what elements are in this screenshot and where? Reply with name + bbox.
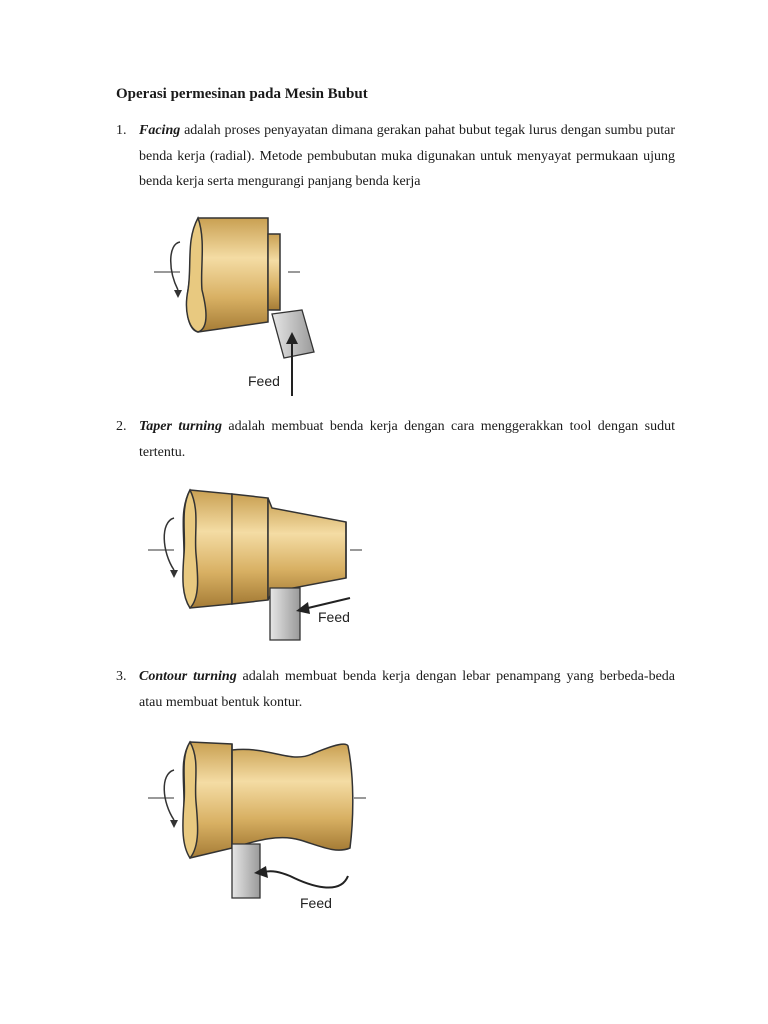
contour-turning-figure	[140, 736, 370, 916]
list-number: 1.	[116, 123, 127, 138]
list-number: 2.	[116, 419, 127, 434]
term-contour-turning: Contour turning	[139, 669, 237, 684]
list-item-body	[139, 414, 675, 465]
item-description: adalah membuat benda kerja dengan lebar penampang yang berbeda-beda atau membuat bentuk kontur.	[139, 669, 675, 710]
feed-label: Feed	[300, 895, 332, 911]
list-item-body	[139, 664, 675, 715]
facing-figure	[140, 210, 330, 400]
item-description: adalah membuat benda kerja dengan cara menggerakkan tool dengan sudut tertentu.	[139, 419, 676, 460]
list-item-contour-turning	[116, 664, 675, 715]
list-item-body	[139, 118, 675, 195]
term-taper-turning: Taper turning	[139, 419, 222, 434]
list-number: 3.	[116, 669, 127, 684]
page-title: Operasi permesinan pada Mesin Bubut	[116, 86, 368, 102]
item-description: adalah proses penyayatan dimana gerakan pahat bubut tegak lurus dengan sumbu putar benda kerja (radial). Metode pembubutan muka digunakan untuk menyayat permukaan ujung benda kerja serta mengurangi panjang benda kerja	[139, 123, 675, 189]
list-item-taper-turning	[116, 414, 675, 465]
term-facing: Facing	[139, 123, 181, 138]
taper-turning-figure	[140, 484, 370, 644]
feed-label: Feed	[248, 373, 280, 389]
feed-label: Feed	[318, 609, 350, 625]
list-item-facing	[116, 118, 675, 195]
